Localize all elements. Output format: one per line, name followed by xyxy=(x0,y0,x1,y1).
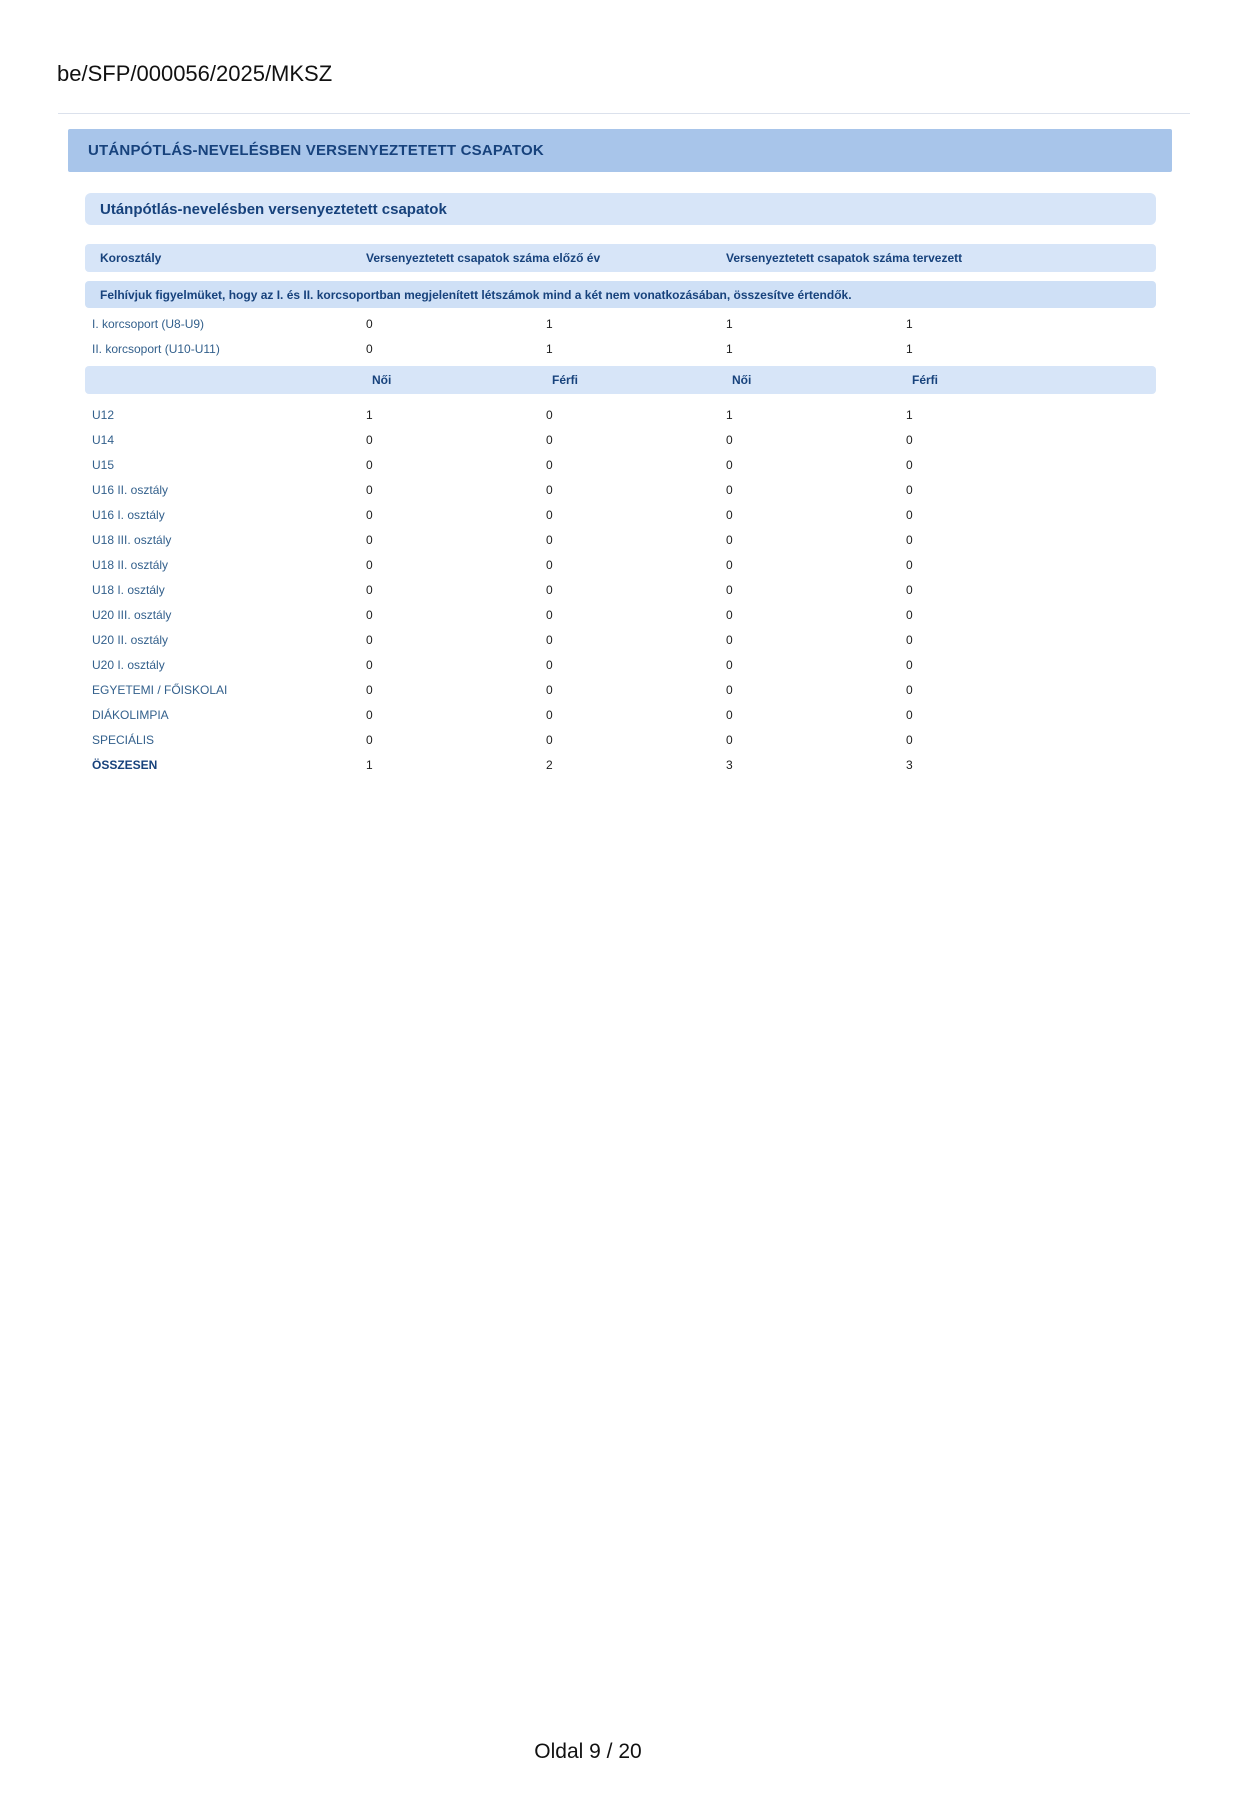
row-label: U16 II. osztály xyxy=(92,482,169,497)
table-row xyxy=(85,477,1156,502)
row-value: 1 xyxy=(726,407,733,422)
row-value: 1 xyxy=(546,341,553,356)
row-value: 0 xyxy=(726,657,733,672)
row-value: 0 xyxy=(906,632,913,647)
row-value: 0 xyxy=(906,432,913,447)
row-value: 0 xyxy=(546,607,553,622)
table-row xyxy=(85,527,1156,552)
table-row xyxy=(85,577,1156,602)
table-row xyxy=(85,502,1156,527)
row-value: 0 xyxy=(366,316,373,331)
row-value: 1 xyxy=(366,407,373,422)
row-label: ÖSSZESEN xyxy=(92,757,158,772)
column-header-previous-year: Versenyeztetett csapatok száma előző év xyxy=(366,251,601,265)
row-value: 1 xyxy=(546,316,553,331)
document-page xyxy=(0,60,1240,1814)
row-value: 0 xyxy=(366,682,373,697)
korcsoport-rows xyxy=(85,311,1156,361)
row-value: 0 xyxy=(906,482,913,497)
row-label: U18 II. osztály xyxy=(92,557,169,572)
row-label: U14 xyxy=(92,432,115,447)
table-row xyxy=(85,427,1156,452)
row-value: 0 xyxy=(366,507,373,522)
row-value: 0 xyxy=(906,457,913,472)
row-value: 0 xyxy=(366,657,373,672)
table-subtitle: Utánpótlás-nevelésben versenyeztetett csapatok xyxy=(100,200,447,218)
row-value: 0 xyxy=(726,682,733,697)
row-value: 0 xyxy=(366,632,373,647)
row-value: 0 xyxy=(366,432,373,447)
table-row xyxy=(85,311,1156,336)
row-label: U20 III. osztály xyxy=(92,607,172,622)
row-value: 0 xyxy=(906,707,913,722)
row-value: 0 xyxy=(546,507,553,522)
row-value: 0 xyxy=(726,482,733,497)
row-value: 0 xyxy=(546,707,553,722)
row-value: 1 xyxy=(906,407,913,422)
row-label: I. korcsoport (U8-U9) xyxy=(92,316,205,331)
row-value: 0 xyxy=(726,532,733,547)
document-reference-number: be/SFP/000056/2025/MKSZ xyxy=(57,61,333,86)
row-value: 2 xyxy=(546,757,553,772)
table-subtitle-bar xyxy=(85,193,1156,225)
table-notice-bar xyxy=(85,281,1156,308)
row-value: 1 xyxy=(906,316,913,331)
row-value: 3 xyxy=(726,757,733,772)
table-row xyxy=(85,652,1156,677)
table-row xyxy=(85,727,1156,752)
table-row xyxy=(85,602,1156,627)
row-value: 1 xyxy=(726,341,733,356)
page-number: Oldal 9 / 20 xyxy=(534,1740,642,1763)
row-value: 0 xyxy=(366,557,373,572)
table-section xyxy=(85,193,1156,777)
subheader-women-prev: Női xyxy=(372,373,392,387)
row-value: 0 xyxy=(546,557,553,572)
row-value: 0 xyxy=(366,341,373,356)
row-label: U16 I. osztály xyxy=(92,507,165,522)
table-header-row xyxy=(85,244,1156,272)
row-value: 0 xyxy=(366,482,373,497)
row-value: 0 xyxy=(906,507,913,522)
subheader-women-planned: Női xyxy=(732,373,752,387)
table-row xyxy=(85,402,1156,427)
table-row xyxy=(85,552,1156,577)
row-value: 0 xyxy=(906,557,913,572)
row-value: 3 xyxy=(906,757,913,772)
row-value: 0 xyxy=(546,732,553,747)
row-value: 0 xyxy=(726,457,733,472)
row-label: U18 I. osztály xyxy=(92,582,165,597)
subheader-men-prev: Férfi xyxy=(552,373,579,387)
row-value: 0 xyxy=(546,682,553,697)
row-value: 0 xyxy=(546,657,553,672)
row-value: 0 xyxy=(726,632,733,647)
table-row xyxy=(85,336,1156,361)
row-value: 0 xyxy=(726,607,733,622)
row-value: 0 xyxy=(366,607,373,622)
row-value: 0 xyxy=(366,532,373,547)
row-value: 1 xyxy=(726,316,733,331)
row-value: 0 xyxy=(906,682,913,697)
row-value: 1 xyxy=(906,341,913,356)
row-label: U20 II. osztály xyxy=(92,632,169,647)
row-value: 0 xyxy=(726,557,733,572)
age-group-rows xyxy=(85,402,1156,777)
row-value: 0 xyxy=(726,432,733,447)
row-value: 0 xyxy=(726,507,733,522)
column-header-planned: Versenyeztetett csapatok száma tervezett xyxy=(726,251,963,265)
row-value: 0 xyxy=(546,482,553,497)
row-label: EGYETEMI / FŐISKOLAI xyxy=(92,682,228,697)
table-row xyxy=(85,702,1156,727)
row-label: U12 xyxy=(92,407,115,422)
row-value: 0 xyxy=(366,732,373,747)
row-value: 0 xyxy=(366,707,373,722)
row-value: 0 xyxy=(546,432,553,447)
row-value: 0 xyxy=(906,582,913,597)
row-value: 0 xyxy=(366,582,373,597)
row-value: 0 xyxy=(546,632,553,647)
row-value: 0 xyxy=(906,607,913,622)
row-value: 0 xyxy=(726,732,733,747)
row-value: 0 xyxy=(726,582,733,597)
row-label: SPECIÁLIS xyxy=(92,732,155,747)
top-divider xyxy=(58,113,1190,114)
table-row xyxy=(85,452,1156,477)
row-label: II. korcsoport (U10-U11) xyxy=(92,341,220,356)
row-label: U15 xyxy=(92,457,115,472)
table-row xyxy=(85,627,1156,652)
row-value: 0 xyxy=(726,707,733,722)
row-value: 0 xyxy=(906,657,913,672)
table-row xyxy=(85,752,1156,777)
table-row xyxy=(85,677,1156,702)
row-value: 0 xyxy=(546,532,553,547)
row-value: 0 xyxy=(546,582,553,597)
row-label: U18 III. osztály xyxy=(92,532,172,547)
row-label: DIÁKOLIMPIA xyxy=(92,707,169,722)
row-label: U20 I. osztály xyxy=(92,657,165,672)
row-value: 0 xyxy=(906,732,913,747)
section-banner xyxy=(68,129,1172,172)
column-header-age-group: Korosztály xyxy=(100,251,162,265)
row-value: 0 xyxy=(366,457,373,472)
row-value: 0 xyxy=(906,532,913,547)
subheader-men-planned: Férfi xyxy=(912,373,939,387)
row-value: 0 xyxy=(546,457,553,472)
row-value: 0 xyxy=(546,407,553,422)
section-banner-title: UTÁNPÓTLÁS-NEVELÉSBEN VERSENYEZTETETT CSAPATOK xyxy=(88,142,544,159)
table-notice-text: Felhívjuk figyelmüket, hogy az I. és II. korcsoportban megjelenített létszámok mind a két nem vonatkozásában, összesítve értendők. xyxy=(100,287,852,302)
row-value: 1 xyxy=(366,757,373,772)
table-subheader-row xyxy=(85,366,1156,394)
